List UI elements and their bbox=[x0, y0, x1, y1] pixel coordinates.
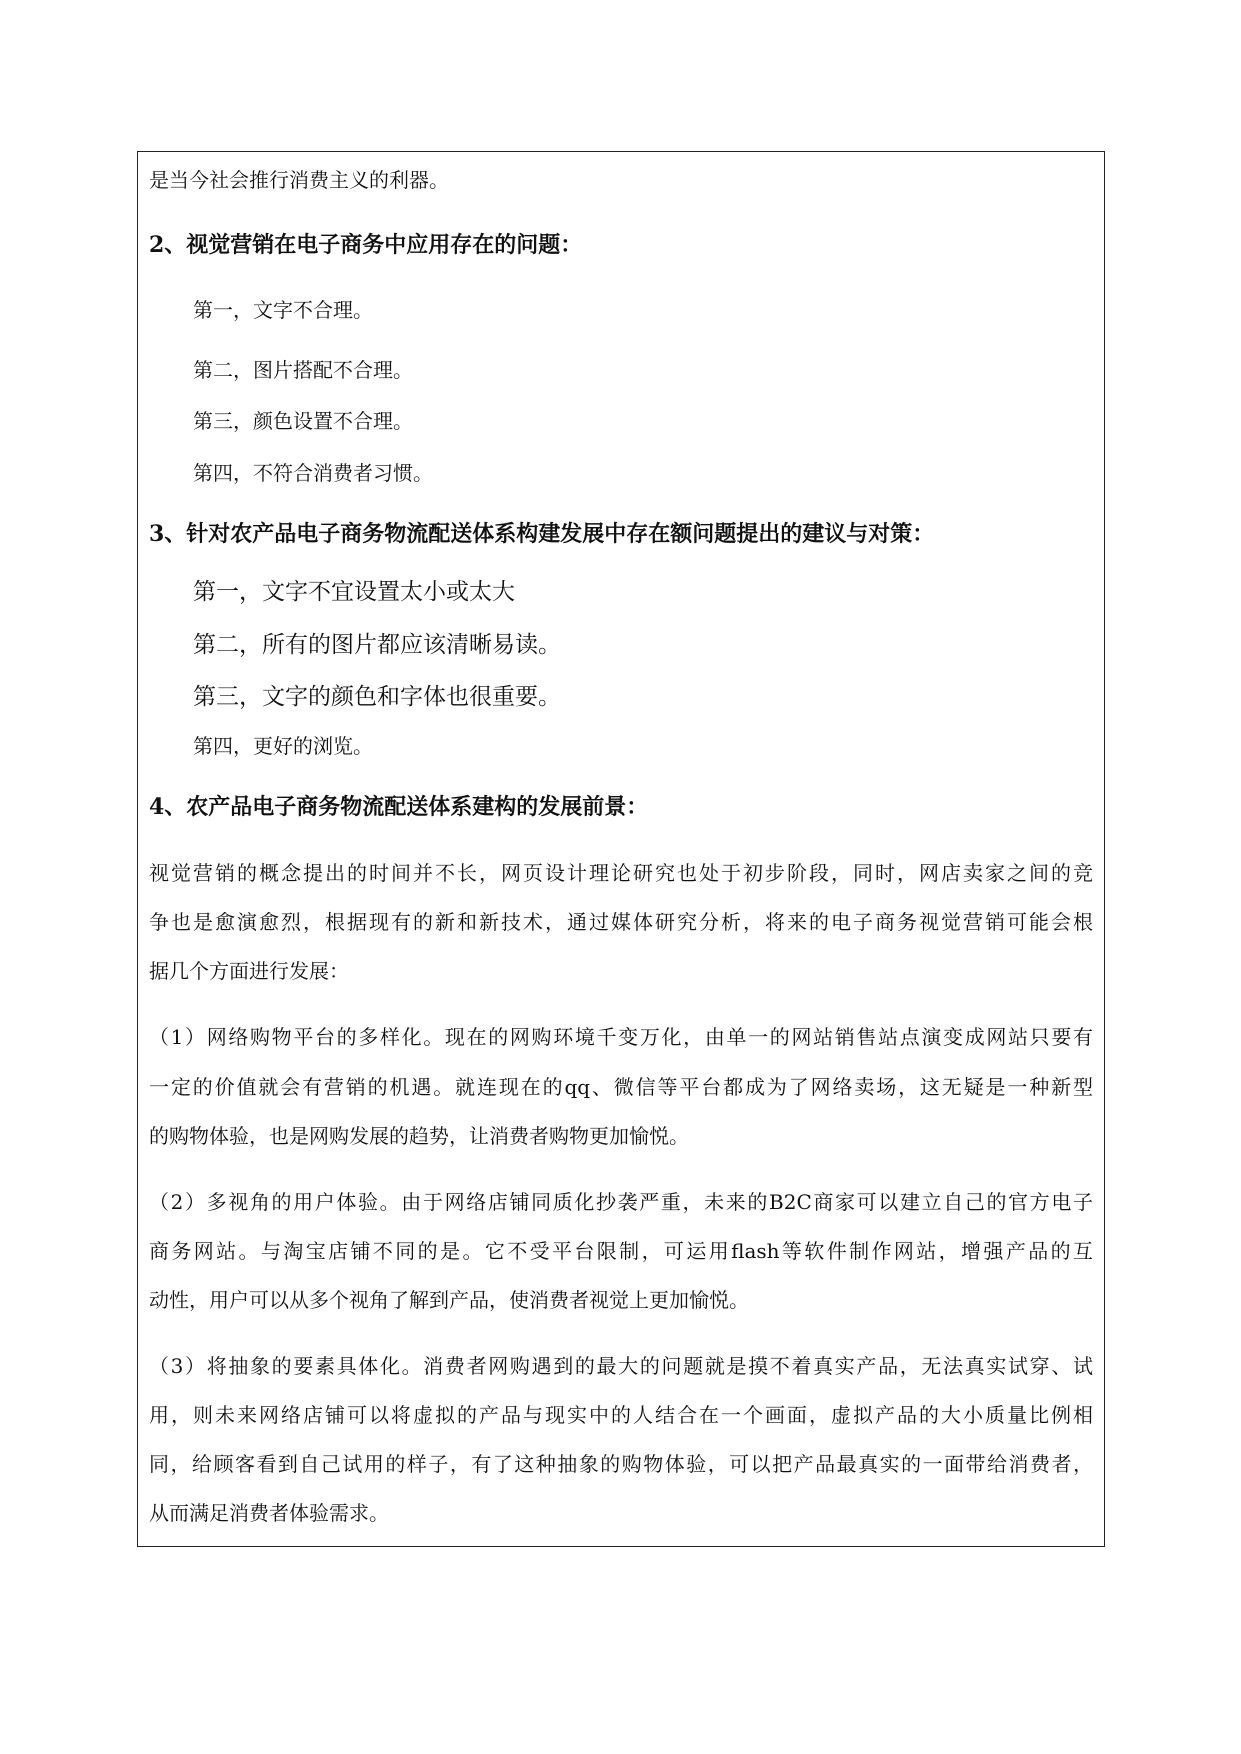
section3-heading: 3、针对农产品电子商务物流配送体系构建发展中存在额问题提出的建议与对策： bbox=[149, 521, 935, 547]
section3-item-1: 第一，文字不宜设置太小或太大 bbox=[193, 579, 515, 605]
section3-item-3: 第三，文字的颜色和字体也很重要。 bbox=[193, 684, 561, 710]
point3-line-1: （3）将抽象的要素具体化。消费者网购遇到的最大的问题就是摸不着真实产品，无法真实试穿、试 bbox=[149, 1354, 1093, 1378]
section4-intro-line-2: 争也是愈演愈烈，根据现有的新和新技术，通过媒体研究分析，将来的电子商务视觉营销可能会根 bbox=[149, 910, 1093, 934]
section4-heading: 4、农产品电子商务物流配送体系建构的发展前景： bbox=[149, 794, 649, 820]
section2-item-1: 第一，文字不合理。 bbox=[193, 298, 373, 322]
section3-item-2: 第二，所有的图片都应该清晰易读。 bbox=[193, 632, 561, 658]
point2-line-3: 动性，用户可以从多个视角了解到产品，使消费者视觉上更加愉悦。 bbox=[149, 1288, 749, 1312]
point2-line-1: （2）多视角的用户体验。由于网络店铺同质化抄袭严重，未来的B2C商家可以建立自己的官方电子 bbox=[149, 1190, 1093, 1214]
section3-item-4: 第四，更好的浏览。 bbox=[193, 734, 373, 758]
section4-intro-line-1: 视觉营销的概念提出的时间并不长，网页设计理论研究也处于初步阶段，同时，网店卖家之间的竞 bbox=[149, 861, 1093, 885]
section2-heading: 2、视觉营销在电子商务中应用存在的问题： bbox=[149, 232, 583, 258]
point3-line-3: 同，给顾客看到自己试用的样子，有了这种抽象的购物体验，可以把产品最真实的一面带给消费者， bbox=[149, 1452, 1093, 1476]
point1-line-3: 的购物体验，也是网购发展的趋势，让消费者购物更加愉悦。 bbox=[149, 1124, 689, 1148]
point2-line-2: 商务网站。与淘宝店铺不同的是。它不受平台限制，可运用flash等软件制作网站，增强产品的互 bbox=[149, 1239, 1093, 1263]
section2-item-3: 第三，颜色设置不合理。 bbox=[193, 409, 413, 433]
point1-line-2: 一定的价值就会有营销的机遇。就连现在的qq、微信等平台都成为了网络卖场，这无疑是一种新型 bbox=[149, 1075, 1093, 1099]
point1-line-1: （1）网络购物平台的多样化。现在的网购环境千变万化，由单一的网站销售站点演变成网站只要有 bbox=[149, 1025, 1093, 1049]
section2-item-4: 第四，不符合消费者习惯。 bbox=[193, 461, 433, 485]
point3-line-2: 用，则未来网络店铺可以将虚拟的产品与现实中的人结合在一个画面，虚拟产品的大小质量比例相 bbox=[149, 1403, 1093, 1427]
point3-line-4: 从而满足消费者体验需求。 bbox=[149, 1501, 389, 1525]
section4-intro-line-3: 据几个方面进行发展： bbox=[149, 959, 349, 983]
intro-line: 是当今社会推行消费主义的利器。 bbox=[149, 168, 449, 192]
section2-item-2: 第二，图片搭配不合理。 bbox=[193, 358, 413, 382]
